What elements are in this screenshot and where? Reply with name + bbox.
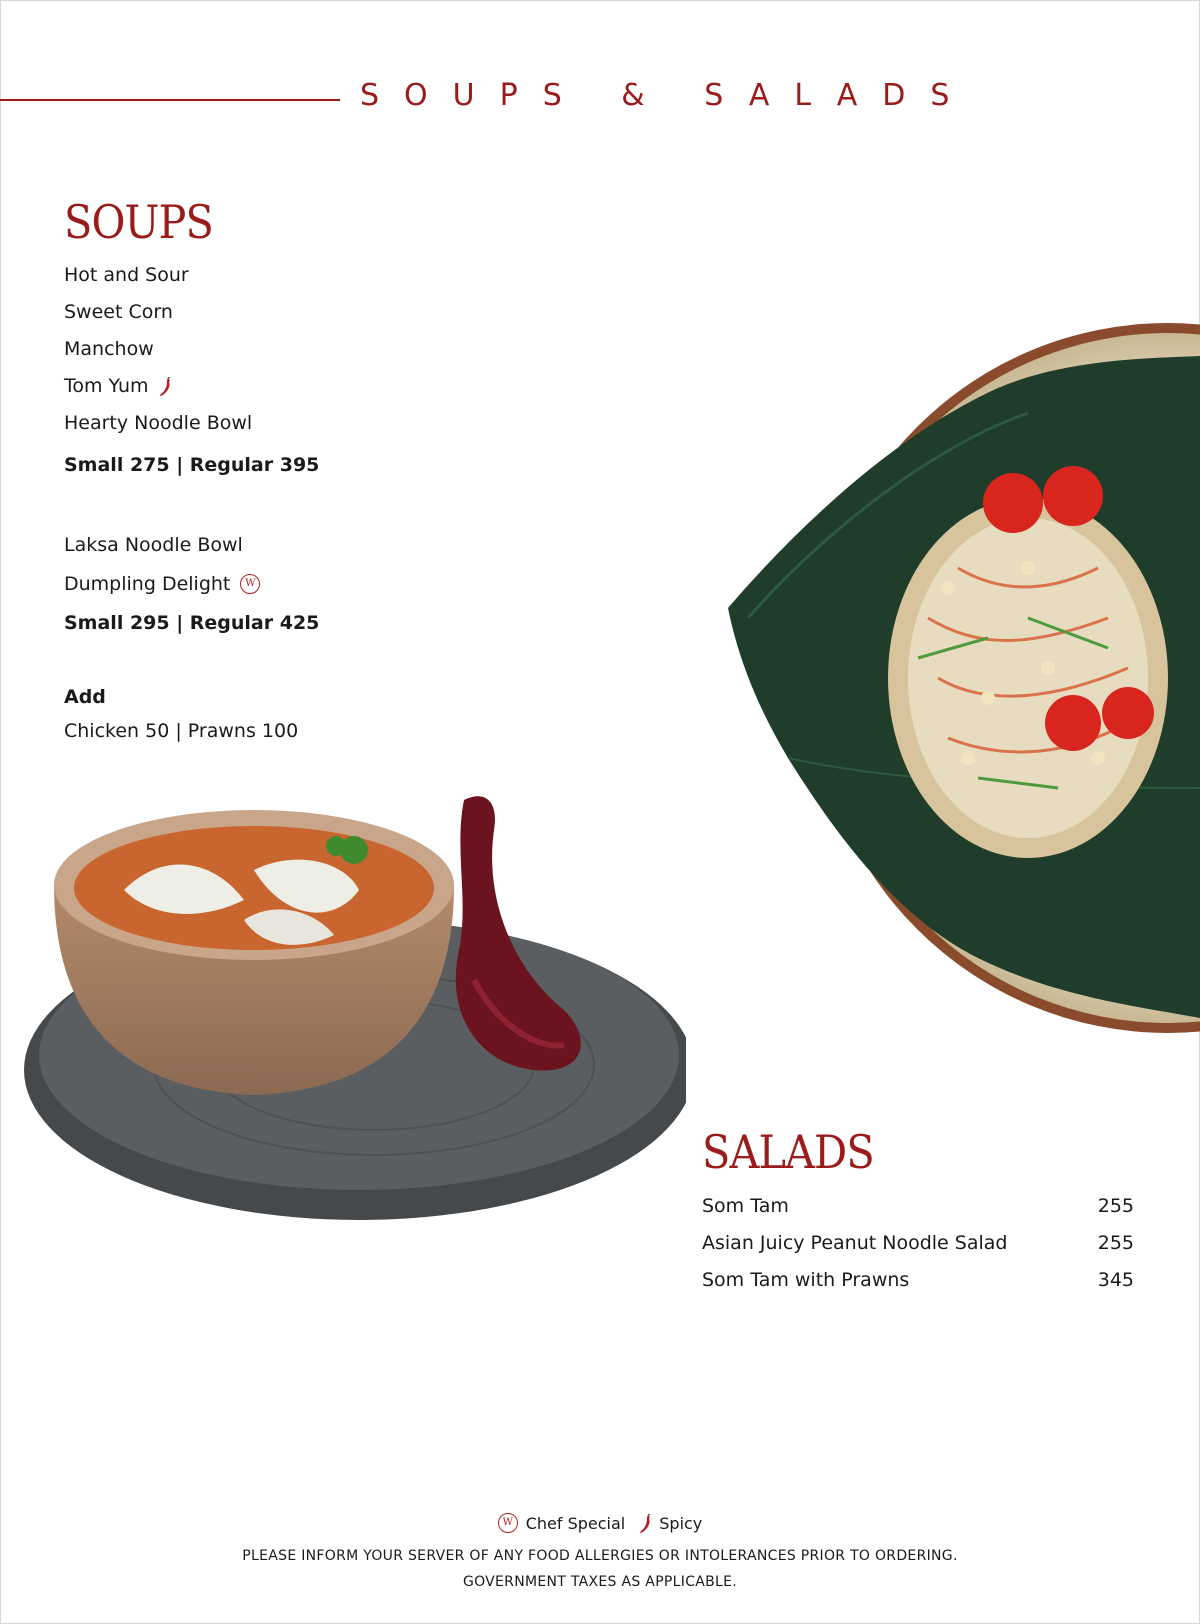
salad-price: 255: [1097, 1232, 1134, 1254]
salad-name: Som Tam: [702, 1195, 789, 1217]
salad-row: [702, 1269, 1134, 1291]
menu-item: [64, 338, 154, 360]
salads-heading: SALADS: [702, 1125, 874, 1179]
price-line: Small 295 | Regular 425: [64, 612, 320, 634]
addons-label: Add: [64, 686, 106, 708]
item-name: Sweet Corn: [64, 301, 173, 323]
item-name: Laksa Noodle Bowl: [64, 534, 243, 556]
price-line: Small 275 | Regular 395: [64, 454, 320, 476]
legend-spicy: Spicy: [659, 1513, 703, 1533]
salad-row: [702, 1232, 1134, 1254]
item-name: Hot and Sour: [64, 264, 189, 286]
salad-name: Som Tam with Prawns: [702, 1269, 910, 1291]
tax-notice: GOVERNMENT TAXES AS APPLICABLE.: [462, 1574, 738, 1590]
menu-item: [64, 534, 243, 556]
addons-prices: Chicken 50 | Prawns 100: [64, 720, 299, 742]
item-name: Dumpling Delight: [64, 573, 231, 595]
item-name: Manchow: [64, 338, 154, 360]
chili-icon: [639, 1514, 651, 1532]
item-name: Tom Yum: [64, 375, 149, 397]
menu-item: [64, 573, 260, 595]
menu-item: [64, 301, 173, 323]
chili-icon: [159, 377, 171, 395]
salad-price: 255: [1097, 1195, 1134, 1217]
legend: [0, 1513, 1200, 1533]
chef-special-icon: W: [498, 1513, 518, 1533]
salad-name: Asian Juicy Peanut Noodle Salad: [702, 1232, 1008, 1254]
header-rule: [0, 99, 340, 101]
menu-item: [64, 375, 171, 397]
menu-item: [64, 264, 189, 286]
salad-row: [702, 1195, 1134, 1217]
menu-item: [64, 412, 252, 434]
salad-photo: [728, 318, 1200, 1048]
soups-heading: SOUPS: [64, 195, 213, 249]
addons-text: [64, 720, 298, 742]
allergy-notice: PLEASE INFORM YOUR SERVER OF ANY FOOD ALLERGIES OR INTOLERANCES PRIOR TO ORDERING.: [242, 1548, 958, 1564]
page-title: SOUPS & SALADS: [360, 78, 975, 113]
salad-price: 345: [1097, 1269, 1134, 1291]
legend-chef-special: Chef Special: [525, 1513, 626, 1533]
soup-photo: [14, 790, 686, 1230]
item-name: Hearty Noodle Bowl: [64, 412, 253, 434]
chef-special-icon: W: [240, 574, 260, 594]
